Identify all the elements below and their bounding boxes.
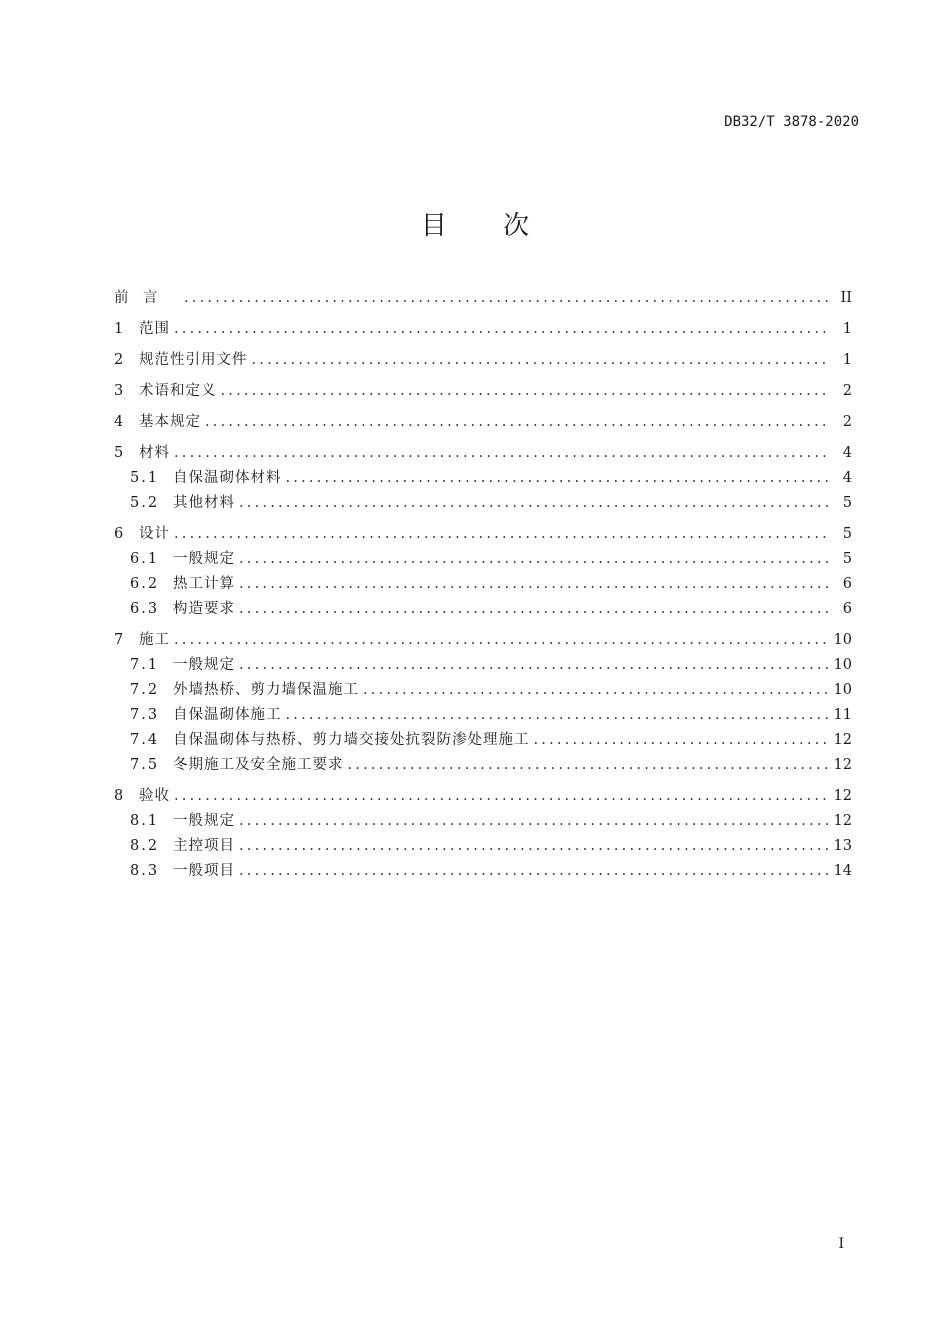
toc-entry[interactable] <box>114 466 852 490</box>
toc-entry-number: 7 <box>114 632 124 648</box>
toc-dot-leader <box>348 753 828 777</box>
toc-entry-number: 3 <box>114 383 124 399</box>
toc-entry-page: 14 <box>833 863 852 879</box>
toc-entry-page: 10 <box>833 682 852 698</box>
toc-entry[interactable] <box>114 753 852 777</box>
toc-entry-title: 其他材料 <box>173 495 235 511</box>
toc-entry[interactable] <box>114 703 852 727</box>
toc-entry[interactable] <box>114 809 852 833</box>
toc-entry-title: 一般规定 <box>173 657 235 673</box>
toc-entry-page: II <box>840 290 852 306</box>
toc-dot-leader <box>174 317 828 341</box>
toc-entry-page: 5 <box>842 495 852 511</box>
toc-entry[interactable] <box>114 410 852 434</box>
toc-entry-number: 8.2 <box>130 838 160 854</box>
toc-entry-page: 12 <box>833 788 852 804</box>
toc-dot-leader <box>239 809 828 833</box>
toc-dot-leader <box>286 466 829 490</box>
toc-entry-number: 8.3 <box>130 863 160 879</box>
toc-dot-leader <box>205 410 828 434</box>
page-number: I <box>838 1236 844 1252</box>
page-title: 目 次 <box>420 211 554 241</box>
toc-entry-number: 8 <box>114 788 124 804</box>
toc-entry-title: 自保温砌体与热桥、剪力墙交接处抗裂防渗处理施工 <box>173 732 530 748</box>
toc-entry-page: 12 <box>833 757 852 773</box>
toc-entry-title: 施工 <box>139 632 170 648</box>
toc-entry-page: 12 <box>833 732 852 748</box>
toc-entry-number: 7.3 <box>130 707 160 723</box>
toc-dot-leader <box>174 784 828 808</box>
toc-entry[interactable] <box>114 441 852 465</box>
toc-dot-leader <box>239 597 828 621</box>
toc-entry[interactable] <box>114 859 852 883</box>
toc-entry-number: 6.3 <box>130 601 160 617</box>
toc-entry[interactable] <box>114 286 852 310</box>
toc-entry-number: 7.2 <box>130 682 160 698</box>
toc-entry-page: 1 <box>842 321 852 337</box>
toc-entry-title: 热工计算 <box>173 576 235 592</box>
toc-entry-number: 5.2 <box>130 495 160 511</box>
toc-entry-title: 外墙热桥、剪力墙保温施工 <box>173 682 359 698</box>
toc-entry-title: 基本规定 <box>139 414 201 430</box>
toc-dot-leader <box>239 572 828 596</box>
toc-entry-page: 10 <box>833 632 852 648</box>
toc-dot-leader <box>184 286 828 310</box>
toc-entry-number: 5 <box>114 445 124 461</box>
toc-dot-leader <box>239 859 828 883</box>
toc-entry-page: 6 <box>842 601 852 617</box>
toc-entry[interactable] <box>114 348 852 372</box>
toc-entry-title: 设计 <box>139 526 170 542</box>
toc-entry-number: 7.5 <box>130 757 160 773</box>
toc-entry[interactable] <box>114 522 852 546</box>
toc-dot-leader <box>252 348 829 372</box>
toc-entry[interactable] <box>114 628 852 652</box>
toc-dot-leader <box>174 628 828 652</box>
toc-entry-title: 自保温砌体材料 <box>173 470 282 486</box>
toc-dot-leader <box>534 728 828 752</box>
toc-entry-page: 5 <box>842 551 852 567</box>
toc-entry-title: 一般规定 <box>173 551 235 567</box>
toc-entry-title: 构造要求 <box>173 601 235 617</box>
toc-entry-number: 6.2 <box>130 576 160 592</box>
toc-entry-number: 4 <box>114 414 124 430</box>
document-code: DB32/T 3878-2020 <box>724 114 859 130</box>
toc-entry-number: 1 <box>114 321 124 337</box>
toc-entry-title: 主控项目 <box>173 838 235 854</box>
toc-entry-page: 4 <box>842 470 852 486</box>
toc-entry[interactable] <box>114 572 852 596</box>
toc-entry[interactable] <box>114 678 852 702</box>
toc-entry-title: 一般项目 <box>173 863 235 879</box>
toc-entry-page: 11 <box>833 707 852 723</box>
toc-entry-page: 13 <box>833 838 852 854</box>
toc-entry[interactable] <box>114 379 852 403</box>
toc-entry[interactable] <box>114 317 852 341</box>
toc-dot-leader <box>221 379 829 403</box>
toc-entry-number: 7.4 <box>130 732 160 748</box>
toc-entry[interactable] <box>114 491 852 515</box>
toc-dot-leader <box>174 522 828 546</box>
toc-entry-page: 12 <box>833 813 852 829</box>
toc-entry[interactable] <box>114 728 852 752</box>
toc-entry-title: 范围 <box>139 321 170 337</box>
toc-entry-title: 冬期施工及安全施工要求 <box>173 757 344 773</box>
toc-entry-page: 1 <box>842 352 852 368</box>
toc-entry-page: 2 <box>842 383 852 399</box>
toc-entry-number: 6 <box>114 526 124 542</box>
toc-entry-title: 验收 <box>139 788 170 804</box>
table-of-contents <box>114 286 852 883</box>
toc-entry-page: 6 <box>842 576 852 592</box>
toc-entry-number: 7.1 <box>130 657 160 673</box>
toc-entry[interactable] <box>114 547 852 571</box>
toc-dot-leader <box>239 834 828 858</box>
toc-entry-title: 一般规定 <box>173 813 235 829</box>
toc-dot-leader <box>239 653 828 677</box>
toc-dot-leader <box>363 678 828 702</box>
toc-dot-leader <box>286 703 828 727</box>
toc-entry-page: 4 <box>842 445 852 461</box>
toc-entry-number: 5.1 <box>130 470 160 486</box>
toc-entry-number: 8.1 <box>130 813 160 829</box>
toc-entry-page: 2 <box>842 414 852 430</box>
toc-entry[interactable] <box>114 834 852 858</box>
toc-entry-page: 10 <box>833 657 852 673</box>
toc-entry-page: 5 <box>842 526 852 542</box>
toc-entry-title: 自保温砌体施工 <box>173 707 282 723</box>
toc-entry-title: 材料 <box>139 445 170 461</box>
toc-dot-leader <box>174 441 828 465</box>
toc-entry[interactable] <box>114 784 852 808</box>
toc-dot-leader <box>239 491 828 515</box>
toc-dot-leader <box>239 547 828 571</box>
toc-entry[interactable] <box>114 597 852 621</box>
toc-entry-title: 规范性引用文件 <box>139 352 248 368</box>
toc-entry-number: 6.1 <box>130 551 160 567</box>
toc-entry-title: 前 言 <box>114 290 158 306</box>
toc-entry-number: 2 <box>114 352 124 368</box>
toc-entry-title: 术语和定义 <box>139 383 217 399</box>
toc-entry[interactable] <box>114 653 852 677</box>
